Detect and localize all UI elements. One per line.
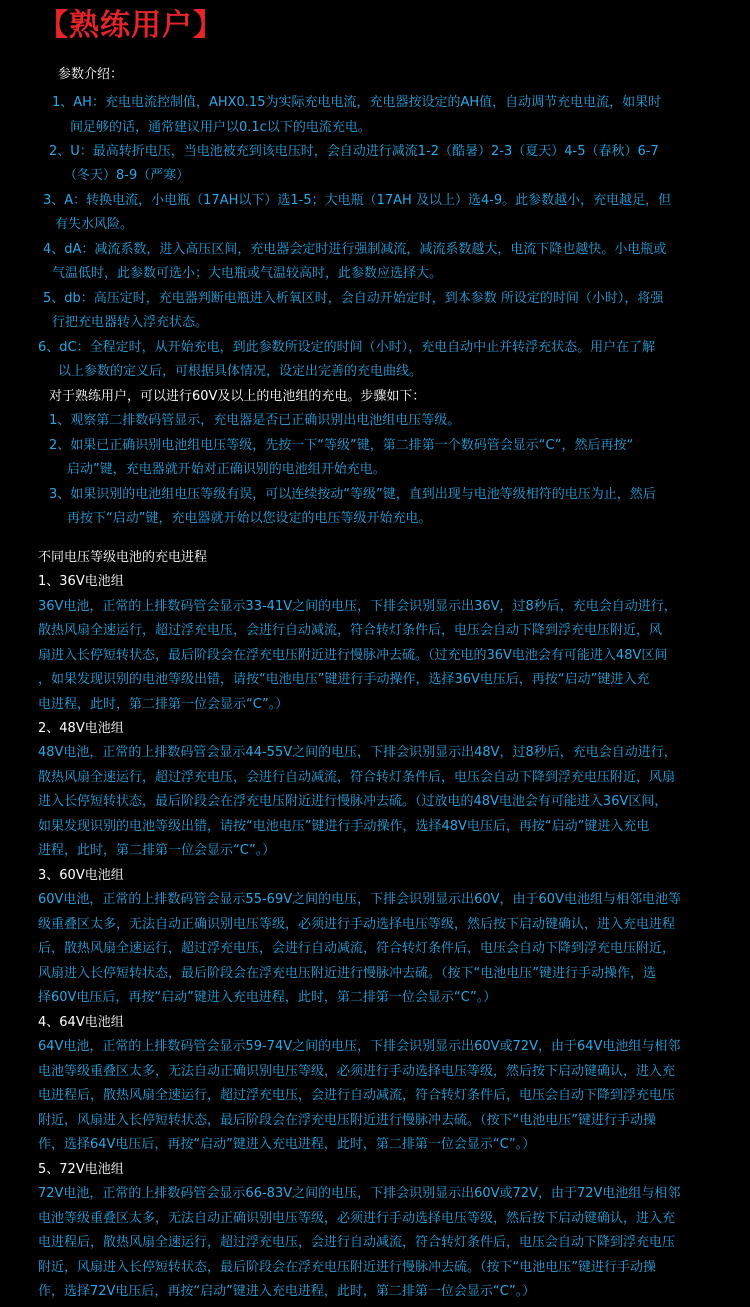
group-title-64v: 4、64V电池组 bbox=[38, 1015, 124, 1030]
group-title-48v: 2、48V电池组 bbox=[38, 721, 124, 736]
group-title-60v: 3、60V电池组 bbox=[38, 868, 124, 883]
group-line: 36V电池，正常的上排数码管会显示33-41V之间的电压，下排会识别显示出36V，过8秒后，充电会自动进行， bbox=[38, 599, 677, 614]
group-line: 择60V电压后，再按“启动”键进入充电进程，此时，第二排第一位会显示“C”。） bbox=[38, 990, 497, 1005]
step-line: 3、如果识别的电池组电压等级有误，可以连续按动“等级”键，直到出现与电池等级相符的电压为止，然后 bbox=[49, 487, 656, 502]
param-line: 1、AH：充电电流控制值，AHX0.15为实际充电电流，充电器按设定的AH值，自动调节充电电流，如果时 bbox=[52, 95, 662, 110]
param-line: 5、db：高压定时，充电器判断电瓶进入析氧区时，会自动开始定时，到本参数 所设定的时间（小时），将强 bbox=[43, 291, 664, 306]
page-title: 【熟练用户】 bbox=[38, 8, 224, 43]
group-line: 电池等级重叠区太多，无法自动正确识别电压等级，必须进行手动选择电压等级，然后按下启动键确认，进入充 bbox=[38, 1064, 676, 1079]
param-line: 有失水风险。 bbox=[55, 217, 134, 232]
step-line: 启动”键，充电器就开始对正确识别的电池组开始充电。 bbox=[67, 462, 386, 477]
group-line: ，如果发现识别的电池等级出错，请按“电池电压”键进行手动操作，选择36V电压后，再按“启动”键进入充 bbox=[38, 672, 650, 687]
group-line: 散热风扇全速运行，超过浮充电压，会进行自动减流，符合转灯条件后，电压会自动下降到浮充电压附近，风扇 bbox=[38, 770, 676, 785]
process-heading: 不同电压等级电池的充电进程 bbox=[38, 550, 208, 565]
group-line: 附近，风扇进入长停短转状态，最后阶段会在浮充电压附近进行慢脉冲去硫。（按下“电池电压”键进行手动操 bbox=[38, 1260, 656, 1275]
group-line: 进入长停短转状态，最后阶段会在浮充电压附近进行慢脉冲去硫。（过放电的48V电池会有可能进入36V区间， bbox=[38, 794, 668, 809]
param-line: 以上参数的定义后，可根据具体情况，设定出完善的充电曲线。 bbox=[58, 364, 423, 379]
group-line: 64V电池，正常的上排数码管会显示59-74V之间的电压，下排会识别显示出60V或72V，由于64V电池组与相邻 bbox=[38, 1039, 681, 1054]
group-title-72v: 5、72V电池组 bbox=[38, 1162, 124, 1177]
step-line: 1、观察第二排数码管显示，充电器是否已正确识别出电池组电压等级。 bbox=[49, 413, 461, 428]
group-line: 作，选择72V电压后，再按“启动”键进入充电进程，此时，第二排第一位会显示“C”。） bbox=[38, 1284, 536, 1299]
group-line: 电进程后，散热风扇全速运行，超过浮充电压，会进行自动减流，符合转灯条件后，电压会自动下降到浮充电压 bbox=[38, 1235, 676, 1250]
param-line: （冬天）8-9（严寒） bbox=[64, 168, 190, 183]
group-line: 电进程后，散热风扇全速运行，超过浮充电压，会进行自动减流，符合转灯条件后，电压会自动下降到浮充电压 bbox=[38, 1088, 676, 1103]
group-line: 进程，此时，第二排第一位会显示“C”。） bbox=[38, 843, 276, 858]
group-line: 扇进入长停短转状态，最后阶段会在浮充电压附近进行慢脉冲去硫。（过充电的36V电池会有可能进入48V区间 bbox=[38, 648, 668, 663]
group-title-36v: 1、36V电池组 bbox=[38, 574, 124, 589]
group-line: 72V电池，正常的上排数码管会显示66-83V之间的电压，下排会识别显示出60V或72V，由于72V电池组与相邻 bbox=[38, 1186, 681, 1201]
group-line: 散热风扇全速运行，超过浮充电压，会进行自动减流，符合转灯条件后，电压会自动下降到浮充电压附近，风 bbox=[38, 623, 663, 638]
group-line: 电进程，此时，第二排第一位会显示“C”。） bbox=[38, 697, 289, 712]
params-heading: 参数介绍： bbox=[58, 67, 124, 82]
group-line: 60V电池，正常的上排数码管会显示55-69V之间的电压，下排会识别显示出60V，由于60V电池组与相邻电池等 bbox=[38, 892, 681, 907]
group-line: 作，选择64V电压后，再按“启动”键进入充电进程，此时，第二排第一位会显示“C”。） bbox=[38, 1137, 536, 1152]
group-line: 如果发现识别的电池等级出错，请按“电池电压”键进行手动操作，选择48V电压后，再按“启动”键进入充电 bbox=[38, 819, 650, 834]
step-line: 再按下“启动”键，充电器就开始以您设定的电压等级开始充电。 bbox=[67, 511, 432, 526]
param-line: 3、A：转换电流，小电瓶（17AH以下）选1-5；大电瓶（17AH 及以上）选4-9。此参数越小，充电越足，但 bbox=[43, 193, 672, 208]
param-line: 行把充电器转入浮充状态。 bbox=[52, 315, 209, 330]
param-line: 间足够的话，通常建议用户以0.1c以下的电流充电。 bbox=[70, 120, 371, 135]
group-line: 风扇进入长停短转状态，最后阶段会在浮充电压附近进行慢脉冲去硫。（按下“电池电压”键进行手动操作，选 bbox=[38, 966, 656, 981]
steps-intro: 对于熟练用户，可以进行60V及以上的电池组的充电。步骤如下： bbox=[49, 389, 426, 404]
group-line: 后，散热风扇全速运行，超过浮充电压，会进行自动减流，符合转灯条件后，电压会自动下降到浮充电压附近， bbox=[38, 941, 676, 956]
param-line: 4、dA：减流系数，进入高压区间，充电器会定时进行强制减流，减流系数越大，电流下降也越快。小电瓶或 bbox=[43, 242, 667, 257]
group-line: 电池等级重叠区太多，无法自动正确识别电压等级，必须进行手动选择电压等级，然后按下启动键确认，进入充 bbox=[38, 1211, 676, 1226]
param-line: 2、U：最高转折电压，当电池被充到该电压时，会自动进行减流1-2（酷暑）2-3（夏天）4-5（春秋）6-7 bbox=[49, 144, 659, 159]
param-line: 6、dC：全程定时，从开始充电，到此参数所设定的时间（小时），充电自动中止并转浮充状态。用户在了解 bbox=[38, 340, 656, 355]
step-line: 2、如果已正确识别电池组电压等级，先按一下“等级”键，第二排第一个数码管会显示“C”，然后再按“ bbox=[49, 438, 634, 453]
param-line: 气温低时，此参数可选小；大电瓶或气温较高时，此参数应选择大。 bbox=[52, 266, 443, 281]
group-line: 48V电池，正常的上排数码管会显示44-55V之间的电压，下排会识别显示出48V，过8秒后，充电会自动进行， bbox=[38, 745, 677, 760]
group-line: 附近，风扇进入长停短转状态，最后阶段会在浮充电压附近进行慢脉冲去硫。（按下“电池电压”键进行手动操 bbox=[38, 1113, 656, 1128]
group-line: 级重叠区太多，无法自动正确识别电压等级，必须进行手动选择电压等级，然后按下启动键确认，进入充电进程 bbox=[38, 917, 676, 932]
